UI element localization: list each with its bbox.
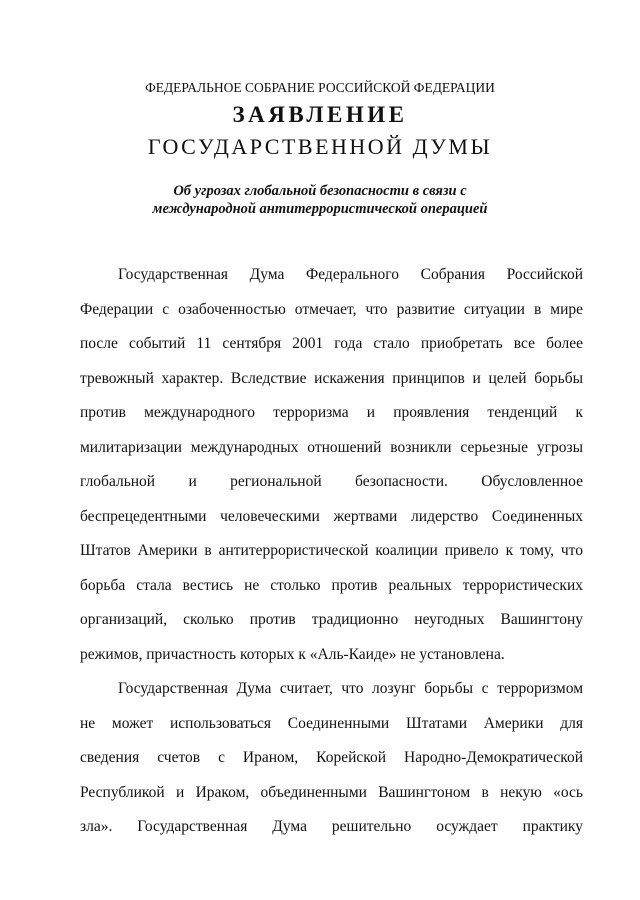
document-subject (0, 182, 640, 218)
paragraph-1 (80, 258, 583, 672)
paragraph-line: милитаризации международных отношений возникли серьезные угрозы (80, 438, 583, 456)
paragraph-line: тревожный характер. Вследствие искажения принципов и целей борьбы (80, 369, 583, 387)
paragraph-line: против международного терроризма и проявления тенденций к (80, 404, 583, 421)
paragraph-line: Федерации с озабоченностью отмечает, что развитие ситуации в мире (80, 300, 583, 318)
paragraph-line: Государственная Дума считает, что лозунг борьбы с терроризмом (118, 680, 583, 697)
paragraph-line: Штатов Америки в антитеррористической коалиции привело к тому, что (80, 542, 583, 559)
paragraph-line: режимов, причастность которых к «Аль-Каиде» не установлена. (80, 645, 505, 663)
paragraph-line: сведения счетов с Ираном, Корейской Народно-Демократической (80, 749, 583, 766)
paragraph-line: Государственная Дума Федерального Собрания Российской (118, 266, 583, 283)
organization-heading: ФЕДЕРАЛЬНОЕ СОБРАНИЕ РОССИЙСКОЙ ФЕДЕРАЦИИ (145, 80, 495, 95)
paragraph-line: беспрецедентными человеческими жертвами лидерство Соединенных (80, 507, 583, 525)
document-issuer-title: ГОСУДАРСТВЕННОЙ ДУМЫ (147, 134, 493, 159)
paragraph-line: организаций, сколько против традиционно неугодных Вашингтону (80, 611, 583, 628)
paragraph-line: не может использоваться Соединенными Штатами Америки для (80, 714, 583, 732)
paragraph-2 (80, 672, 583, 845)
subject-line-2: международной антитеррористической операцией (152, 201, 488, 217)
paragraph-line: борьба стала вестись не столько против реальных террористических (80, 576, 583, 594)
paragraph-line: зла». Государственная Дума решительно осуждает практику (80, 818, 583, 835)
paragraph-line: глобальной и региональной безопасности. Обусловленное (80, 473, 583, 490)
document-body (80, 258, 583, 845)
paragraph-line: после событий 11 сентября 2001 года стало приобретать все более (80, 335, 583, 352)
document-type-title: ЗАЯВЛЕНИЕ (232, 102, 408, 127)
paragraph-line: Республикой и Ираком, объединенными Вашингтоном в некую «ось (80, 783, 583, 801)
subject-line-1: Об угрозах глобальной безопасности в связи с (173, 183, 467, 199)
